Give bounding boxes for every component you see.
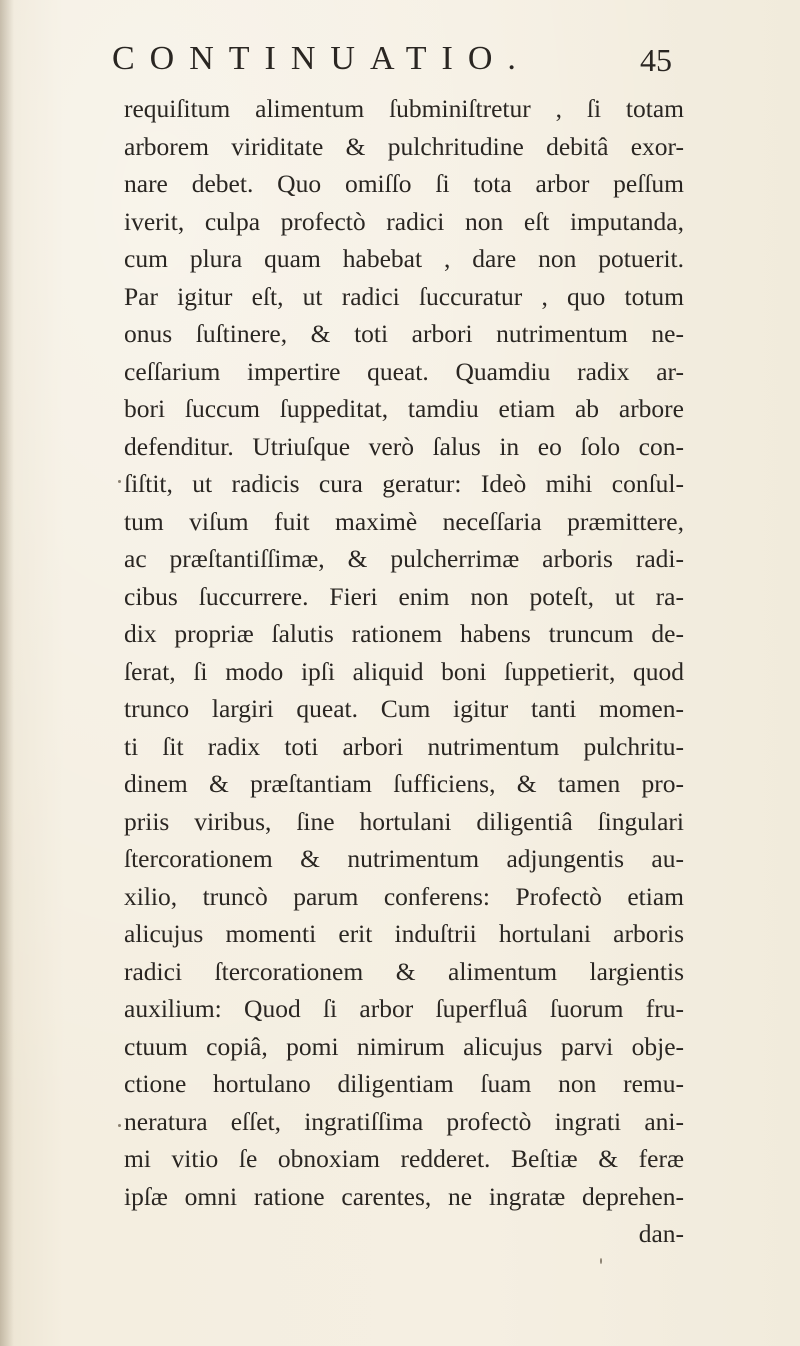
text-line: ac præſtantiſſimæ, & pulcherrimæ arboris radi-: [124, 544, 684, 573]
running-head: [112, 40, 672, 86]
text-line: ſiſtit, ut radicis cura geratur: Ideò mihi conſul-: [124, 469, 684, 498]
text-line: bori ſuccum ſuppeditat, tamdiu etiam ab arbore: [124, 394, 684, 423]
paper-speck: [600, 1258, 602, 1264]
text-line: requiſitum alimentum ſubminiſtretur , ſi totam: [124, 94, 684, 123]
text-line: dix propriæ ſalutis rationem habens truncum de-: [124, 619, 684, 648]
text-line: radici ſtercorationem & alimentum largientis: [124, 956, 684, 986]
text-line: tum viſum fuit maximè neceſſaria præmittere,: [124, 506, 684, 536]
text-line: ipſæ omni ratione carentes, ne ingratæ deprehen-: [124, 1181, 684, 1211]
text-line: ceſſarium impertire queat. Quamdiu radix ar-: [124, 356, 684, 386]
paper-speck: [118, 1124, 121, 1127]
text-line: arborem viriditate & pulchritudine debitâ exor-: [124, 131, 684, 161]
text-line: defenditur. Utriuſque verò ſalus in eo ſolo con-: [124, 431, 684, 461]
text-line: neratura eſſet, ingratiſſima profectò ingrati ani-: [124, 1106, 684, 1136]
text-line: ti ſit radix toti arbori nutrimentum pulchritu-: [124, 731, 684, 761]
text-line: priis viribus, ſine hortulani diligentiâ ſingulari: [124, 806, 684, 836]
text-line: xilio, truncò parum conferens: Profectò etiam: [124, 881, 684, 911]
text-line: alicujus momenti erit induſtrii hortulani arboris: [124, 919, 684, 948]
running-head-title: CONTINUATIO.: [112, 40, 531, 77]
text-line: cibus ſuccurrere. Fieri enim non poteſt, ut ra-: [124, 581, 684, 611]
page-number: 45: [640, 42, 672, 78]
body-text: [124, 90, 684, 1253]
text-line: mi vitio ſe obnoxiam redderet. Beſtiæ & feræ: [124, 1144, 684, 1173]
text-line: dinem & præſtantiam ſufficiens, & tamen pro-: [124, 769, 684, 798]
text-line: ſtercorationem & nutrimentum adjungentis au-: [124, 844, 684, 873]
text-line: cum plura quam habebat , dare non potuerit.: [124, 244, 684, 273]
text-line: ctione hortulano diligentiam ſuam non remu-: [124, 1069, 684, 1098]
catchword: dan-: [638, 1219, 684, 1248]
text-line: nare debet. Quo omiſſo ſi tota arbor peſſum: [124, 169, 684, 198]
page-gutter-shadow: [0, 0, 14, 1346]
text-line: auxilium: Quod ſi arbor ſuperfluâ ſuorum fru-: [124, 994, 684, 1023]
text-line: iverit, culpa profectò radici non eſt imputanda,: [124, 206, 684, 236]
text-line: ſerat, ſi modo ipſi aliquid boni ſuppetierit, quod: [124, 656, 684, 686]
text-line: trunco largiri queat. Cum igitur tanti momen-: [124, 694, 684, 723]
paper-speck: [118, 480, 121, 483]
text-line: onus ſuſtinere, & toti arbori nutrimentum ne-: [124, 319, 684, 348]
text-line: ctuum copiâ, pomi nimirum alicujus parvi obje-: [124, 1031, 684, 1061]
text-line: Par igitur eſt, ut radici ſuccuratur , quo totum: [124, 281, 684, 311]
